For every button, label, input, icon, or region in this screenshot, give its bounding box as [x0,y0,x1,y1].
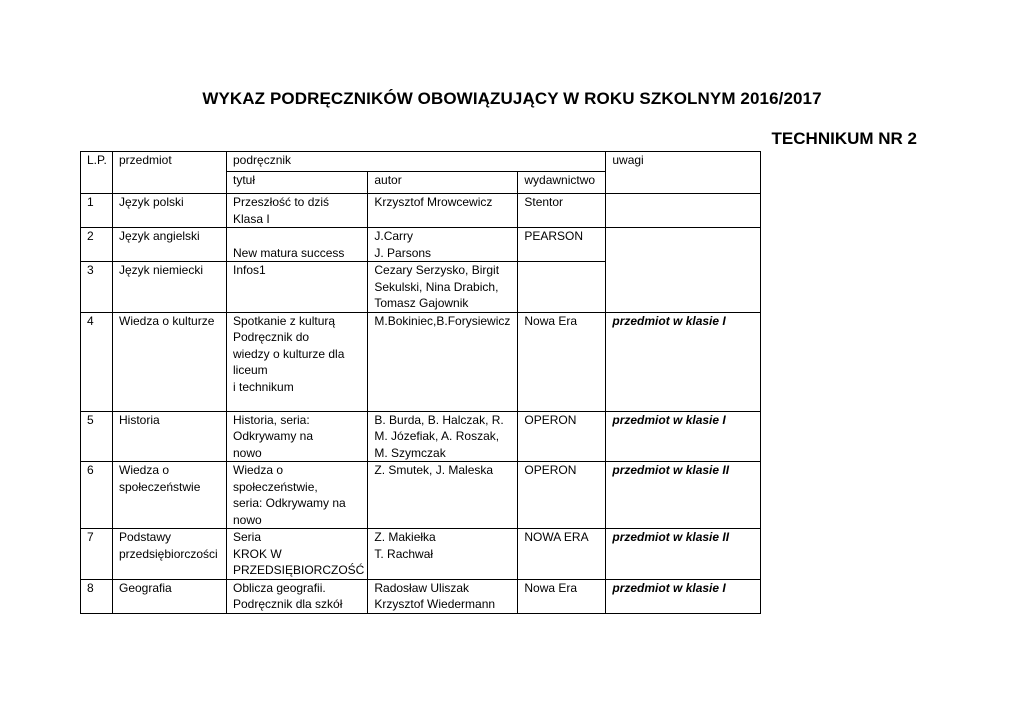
table-row [81,228,761,262]
cell-przedmiot: Wiedza o kulturze [113,312,227,411]
cell-autor: J.Carry J. Parsons [368,228,518,262]
header-row [81,152,761,172]
cell-tytul: Przeszłość to dziś Klasa I [227,194,368,228]
cell-lp: 1 [81,194,113,228]
cell-autor: Cezary Serzysko, Birgit Sekulski, Nina Drabich, Tomasz Gajownik [368,262,518,313]
header-przedmiot: przedmiot [113,152,227,194]
cell-wydawnictwo: Stentor [518,194,606,228]
document-title: WYKAZ PODRĘCZNIKÓW OBOWIĄZUJĄCY W ROKU SZKOLNYM 2016/2017 [202,89,822,108]
cell-autor: M.Bokiniec,B.Forysiewicz [368,312,518,411]
cell-tytul: Seria KROK W PRZEDSIĘBIORCZOŚĆ [227,529,368,580]
cell-tytul: Spotkanie z kulturą Podręcznik do wiedzy o kulturze dla liceum i technikum [227,312,368,411]
cell-lp: 3 [81,262,113,313]
table-row [81,462,761,529]
cell-tytul: Wiedza o społeczeństwie, seria: Odkrywamy na nowo [227,462,368,529]
cell-wydawnictwo: Nowa Era [518,312,606,411]
cell-wydawnictwo [518,262,606,313]
cell-uwagi [606,194,761,228]
header-uwagi: uwagi [606,152,761,194]
header-wydawnictwo: wydawnictwo [518,172,606,194]
cell-uwagi: przedmiot w klasie II [606,529,761,580]
header-lp: L.P. [81,152,113,194]
cell-przedmiot: Geografia [113,579,227,613]
cell-przedmiot: Wiedza o społeczeństwie [113,462,227,529]
cell-autor: Z. Smutek, J. Maleska [368,462,518,529]
cell-autor: Krzysztof Mrowcewicz [368,194,518,228]
cell-przedmiot: Historia [113,411,227,462]
cell-przedmiot: Język polski [113,194,227,228]
cell-lp: 7 [81,529,113,580]
table-row [81,579,761,613]
cell-lp: 2 [81,228,113,262]
textbook-table [80,151,761,614]
cell-lp: 5 [81,411,113,462]
school-name: TECHNIKUM NR 2 [771,129,917,148]
cell-lp: 4 [81,312,113,411]
cell-autor: Z. Makiełka T. Rachwał [368,529,518,580]
header-tytul: tytuł [227,172,368,194]
header-podrecznik: podręcznik [227,152,606,172]
cell-uwagi: przedmiot w klasie I [606,312,761,411]
cell-tytul: New matura success [227,228,368,262]
cell-uwagi: przedmiot w klasie II [606,462,761,529]
header-autor: autor [368,172,518,194]
cell-wydawnictwo: NOWA ERA [518,529,606,580]
cell-lp: 6 [81,462,113,529]
cell-tytul: Infos1 [227,262,368,313]
cell-wydawnictwo: Nowa Era [518,579,606,613]
cell-autor: Radosław Uliszak Krzysztof Wiedermann [368,579,518,613]
cell-uwagi: przedmiot w klasie I [606,579,761,613]
table-row [81,194,761,228]
cell-wydawnictwo: OPERON [518,462,606,529]
cell-tytul: Oblicza geografii. Podręcznik dla szkół [227,579,368,613]
cell-przedmiot: Podstawy przedsiębiorczości [113,529,227,580]
cell-wydawnictwo: PEARSON [518,228,606,262]
table-row [81,312,761,411]
cell-autor: B. Burda, B. Halczak, R. M. Józefiak, A. Roszak, M. Szymczak [368,411,518,462]
table-row [81,411,761,462]
cell-uwagi [606,228,761,313]
table-row [81,529,761,580]
cell-wydawnictwo: OPERON [518,411,606,462]
cell-przedmiot: Język angielski [113,228,227,262]
cell-lp: 8 [81,579,113,613]
cell-przedmiot: Język niemiecki [113,262,227,313]
cell-uwagi: przedmiot w klasie I [606,411,761,462]
cell-tytul: Historia, seria: Odkrywamy na nowo [227,411,368,462]
